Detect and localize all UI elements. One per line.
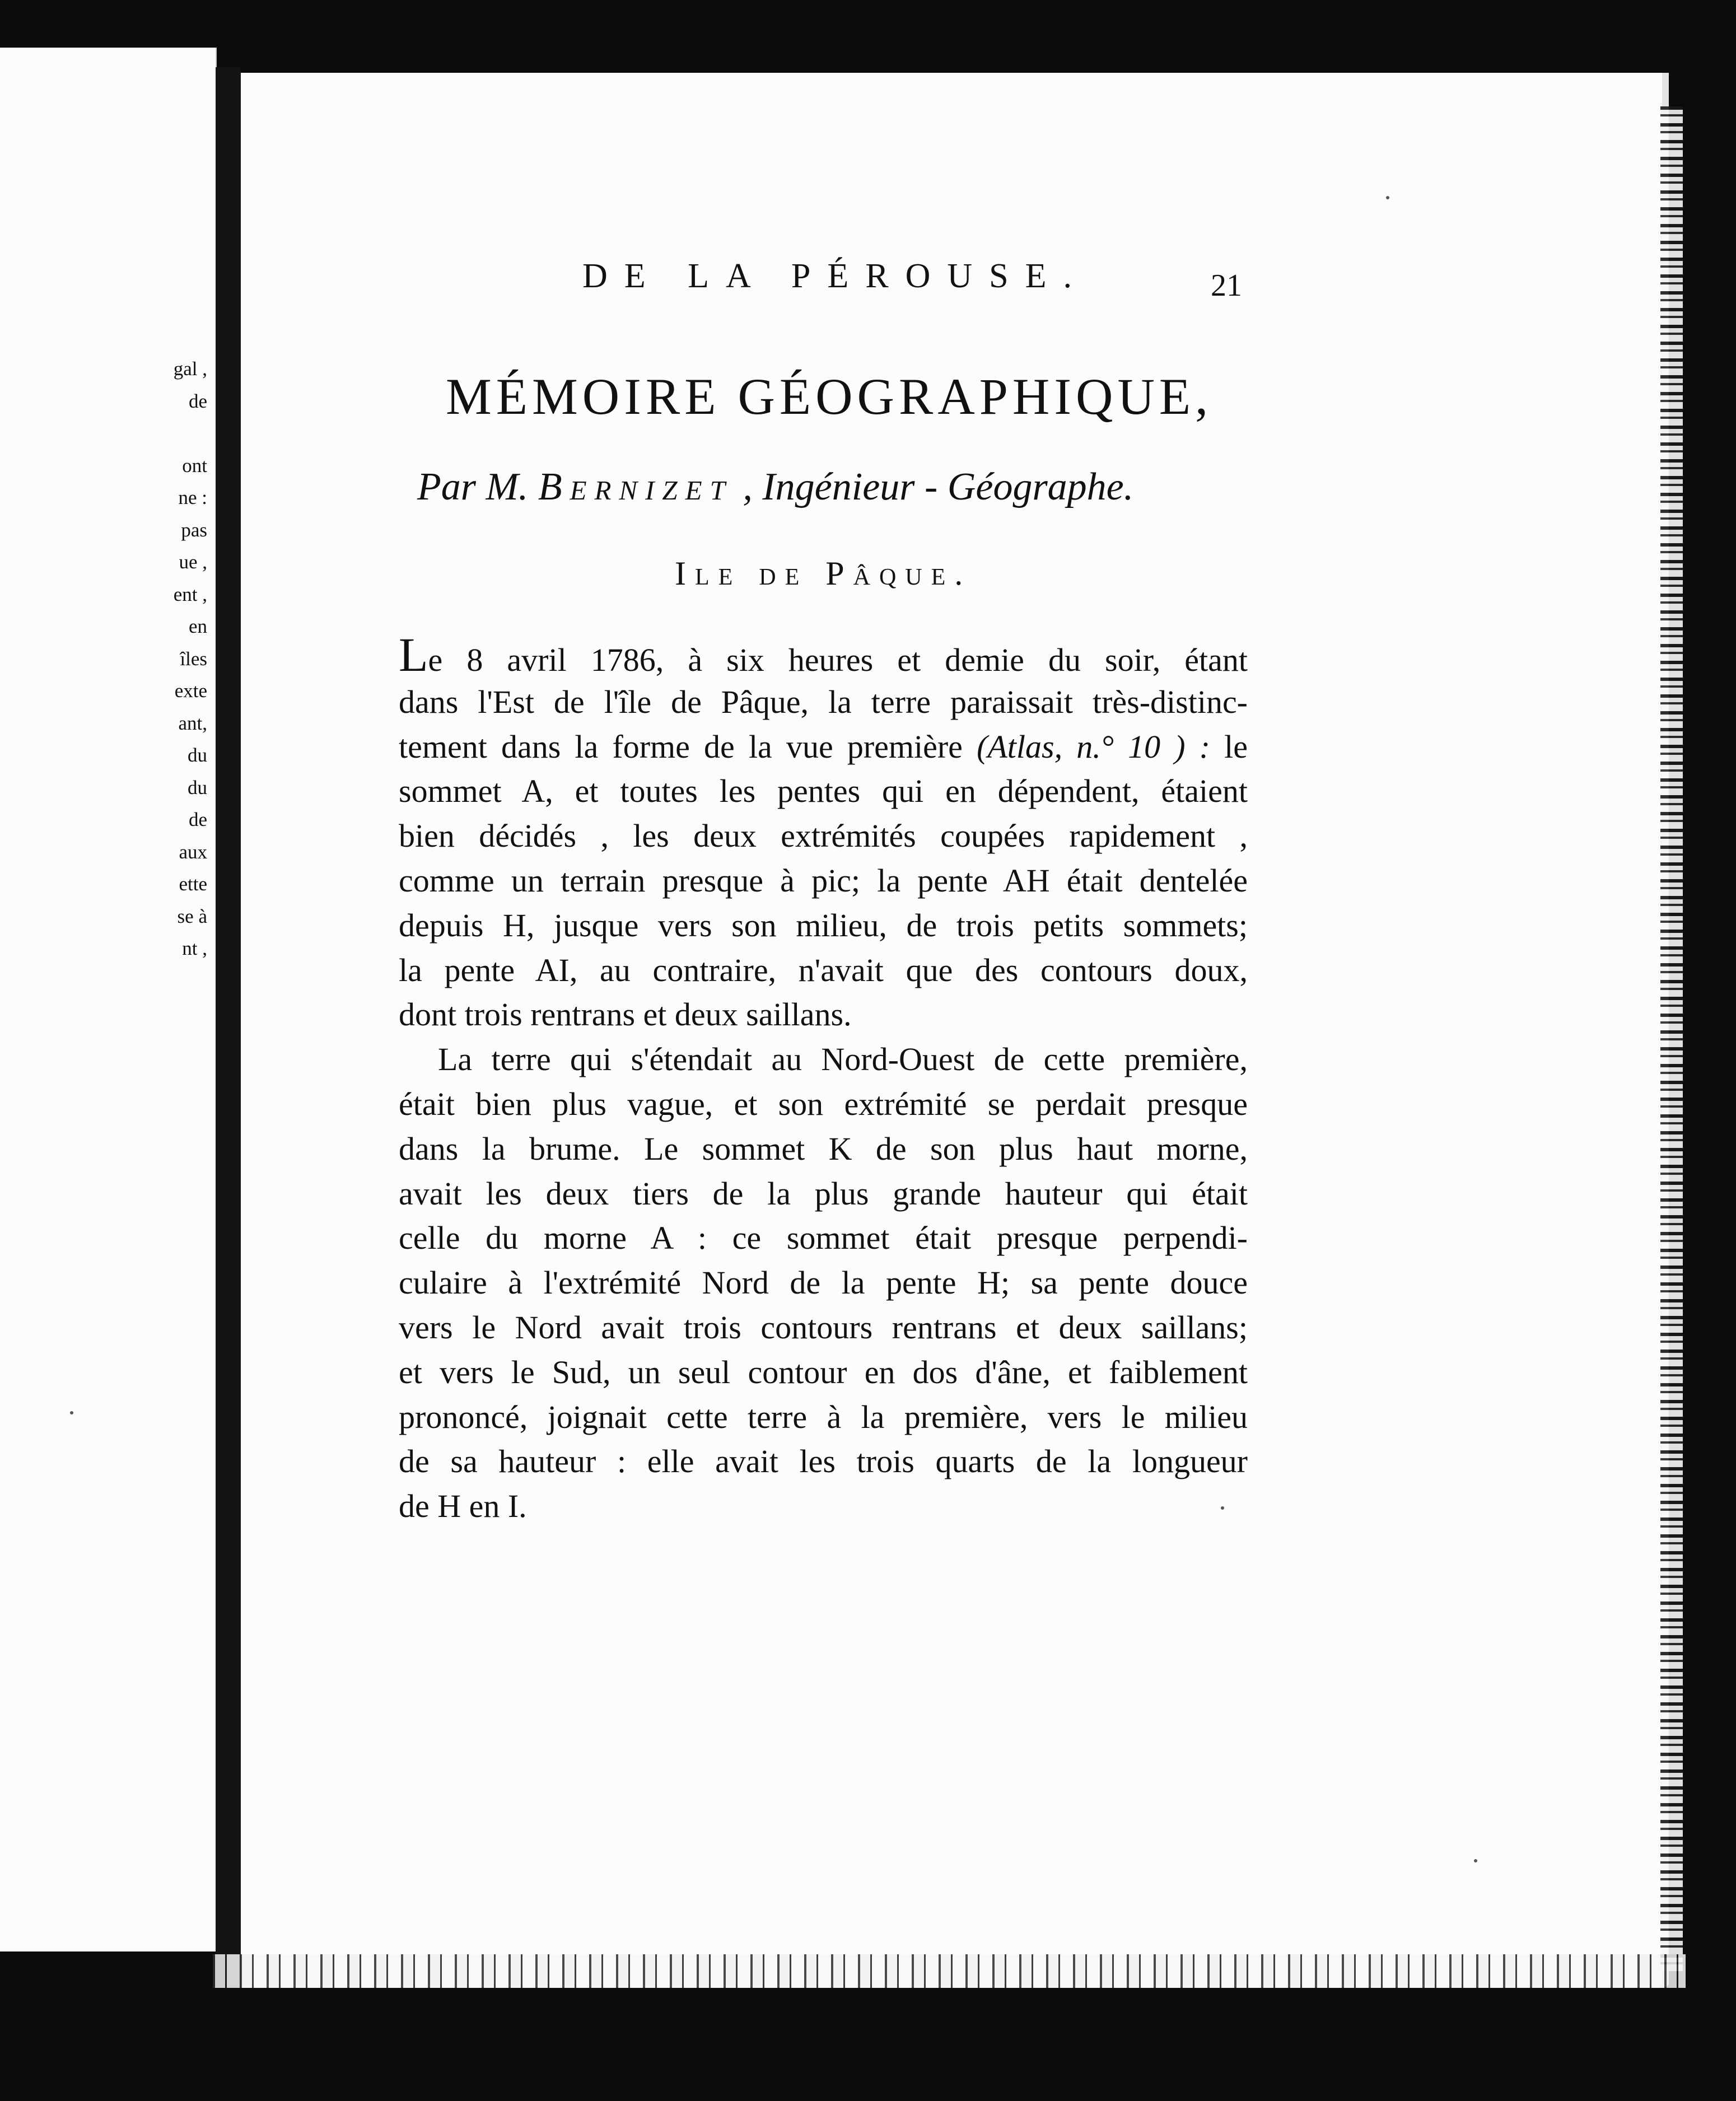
text-line: prononcé, joignait cette terre à la première, vers le milieu [399, 1398, 1248, 1435]
text-line: depuis H, jusque vers son milieu, de trois petits sommets; [399, 907, 1248, 944]
page-edge [1660, 106, 1683, 1971]
atlas-reference: (Atlas, n.° 10 ) : [977, 728, 1210, 765]
body-text [399, 628, 1248, 1529]
text-line: vers le Nord avait trois contours rentrans et deux saillans; [399, 1309, 1248, 1346]
left-fragment: ne : [178, 487, 207, 508]
speck [1474, 1859, 1477, 1862]
text-line [399, 725, 1248, 769]
left-fragment: du [188, 744, 207, 766]
left-fragment: du [188, 776, 207, 799]
speck [70, 1411, 73, 1414]
first-line-text: e 8 avril 1786, à six heures et demie du soir, étant [428, 642, 1248, 678]
text-line: de H en I. [399, 1488, 527, 1525]
speck [1221, 1506, 1224, 1510]
byline-suffix: , Ingénieur - Géographe. [732, 465, 1134, 508]
left-fragment: gal , [173, 358, 207, 380]
byline [417, 465, 1133, 510]
left-page [0, 48, 217, 1951]
left-fragment: se à [177, 905, 207, 927]
section-heading: Ile de Pâque. [675, 555, 972, 592]
text-line: avait les deux tiers de la plus grande hauteur qui était [399, 1175, 1248, 1212]
text-line: la pente AI, au contraire, n'avait que des contours doux, [399, 951, 1248, 988]
text-line: culaire à l'extrémité Nord de la pente H; sa pente douce [399, 1264, 1248, 1301]
text-line [399, 628, 1248, 681]
left-page-text-fragments [0, 353, 207, 965]
drop-cap: L [399, 628, 428, 681]
text-segment: le [1210, 728, 1248, 765]
text-line: bien décidés , les deux extrémités coupées rapidement , [399, 818, 1248, 855]
left-fragment: en [188, 615, 207, 637]
text-line: celle du morne A : ce sommet était presque perpendi- [399, 1220, 1248, 1257]
left-fragment: ette [179, 873, 207, 895]
text-segment: tement dans la forme de la vue première [399, 728, 977, 765]
left-fragment: ont [182, 454, 207, 477]
running-head: DE LA PÉROUSE. [582, 257, 1089, 295]
text-line: dans l'Est de l'île de Pâque, la terre paraissait très-distinc- [399, 683, 1248, 720]
left-fragment: aux [179, 841, 207, 863]
byline-author: Bernizet [538, 465, 733, 508]
text-line: de sa hauteur : elle avait les trois quarts de la longueur [399, 1443, 1248, 1480]
text-line: et vers le Sud, un seul contour en dos d'âne, et faiblement [399, 1353, 1248, 1390]
text-line: comme un terrain presque à pic; la pente AH était dentelée [399, 862, 1248, 899]
text-line: sommet A, et toutes les pentes qui en dépendent, étaient [399, 773, 1248, 810]
book-gutter [216, 67, 241, 1982]
byline-prefix: Par M. [417, 465, 538, 508]
chapter-title: MÉMOIRE GÉOGRAPHIQUE, [446, 368, 1213, 425]
left-fragment: de [188, 809, 207, 830]
left-fragment: ent , [173, 583, 207, 605]
speck [1386, 196, 1389, 199]
left-fragment: ue , [179, 551, 207, 573]
text-line: était bien plus vague, et son extrémité se perdait presque [399, 1085, 1248, 1122]
bottom-page-edge [213, 1954, 1686, 1988]
left-fragment: ant, [178, 712, 207, 734]
left-fragment: îles [180, 647, 207, 670]
page-number: 21 [1211, 268, 1242, 303]
left-fragment: pas [181, 519, 207, 541]
text-line: La terre qui s'étendait au Nord-Ouest de cette première, [438, 1041, 1248, 1078]
left-fragment: de [188, 390, 207, 412]
left-fragment: nt , [182, 937, 207, 959]
left-fragment: exte [174, 680, 207, 702]
text-line: dans la brume. Le sommet K de son plus haut morne, [399, 1130, 1248, 1167]
text-line: dont trois rentrans et deux saillans. [399, 996, 852, 1033]
left-fragment [0, 417, 207, 450]
